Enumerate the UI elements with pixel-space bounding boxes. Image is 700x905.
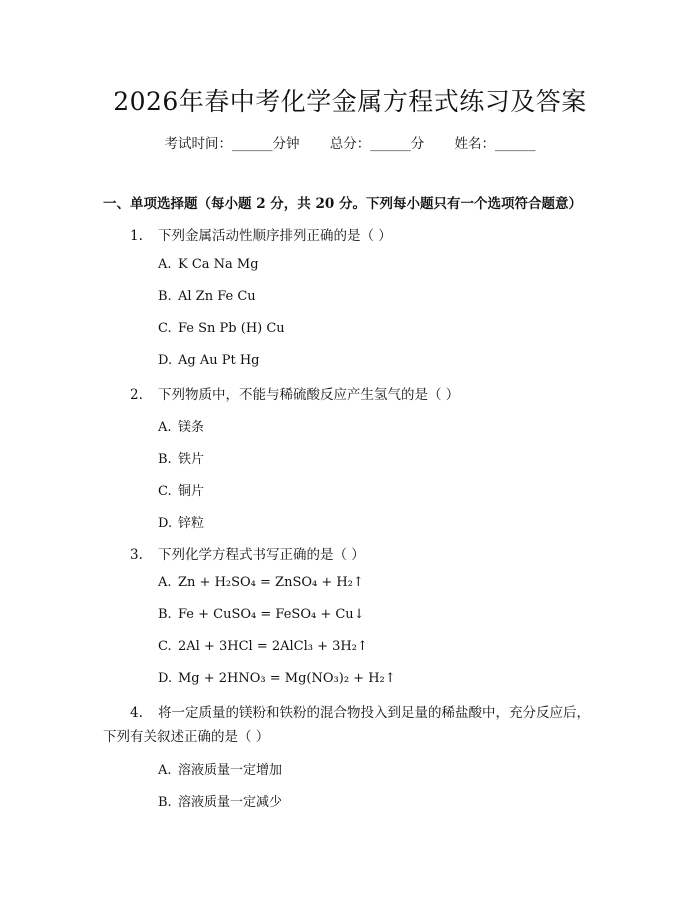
page-title: 2026年春中考化学金属方程式练习及答案 — [113, 87, 587, 116]
question-2 — [130, 383, 600, 403]
question-number: 1. — [130, 228, 143, 244]
equation-text: 2Al + 3HCl = 2AlCl₃ + 3H₂↑ — [178, 639, 368, 654]
option-1c — [158, 321, 285, 336]
option-letter: B. — [158, 607, 172, 622]
option-text: Ag Au Pt Hg — [178, 353, 260, 368]
equation-text: Zn + H₂SO₄ = ZnSO₄ + H₂↑ — [178, 575, 364, 590]
option-text: 锌粒 — [178, 516, 205, 531]
exam-info-line — [0, 132, 700, 152]
question-4 — [103, 701, 603, 749]
option-2d — [158, 512, 204, 531]
option-text: 镁条 — [178, 420, 205, 435]
question-1 — [130, 224, 600, 244]
option-text: 铁片 — [178, 452, 205, 467]
option-letter: A. — [158, 257, 172, 272]
option-letter: B. — [158, 452, 172, 467]
option-3d — [158, 671, 396, 686]
total-score-field: 总分：______分 — [329, 136, 425, 152]
option-letter: D. — [158, 516, 173, 531]
name-field: 姓名：______ — [454, 136, 536, 152]
option-letter: C. — [158, 484, 172, 499]
option-1a — [158, 257, 259, 272]
question-number: 2. — [130, 387, 143, 403]
option-letter: A. — [158, 763, 172, 778]
equation-text: Fe + CuSO₄ = FeSO₄ + Cu↓ — [178, 607, 365, 622]
option-2a — [158, 416, 204, 435]
exam-time-field: 考试时间：______分钟 — [164, 136, 300, 152]
option-letter: D. — [158, 671, 173, 686]
option-letter: D. — [158, 353, 173, 368]
question-stem: 下列物质中，不能与稀硫酸反应产生氢气的是（ ） — [158, 387, 460, 403]
option-2b — [158, 448, 204, 467]
option-1b — [158, 289, 256, 304]
equation-text: Mg + 2HNO₃ = Mg(NO₃)₂ + H₂↑ — [178, 671, 396, 686]
question-stem-line1: 将一定质量的镁粉和铁粉的混合物投入到足量的稀盐酸中，充分反应后， — [158, 705, 590, 721]
option-4a — [158, 759, 282, 778]
section-heading: 一、单项选择题（每小题 2 分，共 20 分。下列每小题只有一个选项符合题意） — [103, 196, 582, 212]
option-text: Fe Sn Pb (H) Cu — [178, 321, 285, 336]
option-text: 铜片 — [178, 484, 205, 499]
option-1d — [158, 353, 260, 368]
option-text: 溶液质量一定增加 — [178, 763, 283, 778]
option-letter: A. — [158, 575, 172, 590]
question-3 — [130, 543, 600, 563]
question-stem: 下列金属活动性顺序排列正确的是（ ） — [158, 228, 392, 244]
option-text: 溶液质量一定减少 — [178, 795, 283, 810]
option-letter: C. — [158, 321, 172, 336]
question-number: 3. — [130, 547, 143, 563]
option-text: K Ca Na Mg — [178, 257, 259, 272]
question-number: 4. — [130, 705, 143, 721]
option-3b — [158, 607, 365, 622]
option-3a — [158, 575, 364, 590]
option-2c — [158, 480, 204, 499]
option-letter: C. — [158, 639, 172, 654]
option-3c — [158, 639, 368, 654]
question-stem: 下列化学方程式书写正确的是（ ） — [158, 547, 365, 563]
option-letter: A. — [158, 420, 172, 435]
option-letter: B. — [158, 289, 172, 304]
option-letter: B. — [158, 795, 172, 810]
question-stem-line2: 下列有关叙述正确的是（ ） — [103, 729, 270, 745]
option-4b — [158, 791, 282, 810]
option-text: Al Zn Fe Cu — [178, 289, 256, 304]
